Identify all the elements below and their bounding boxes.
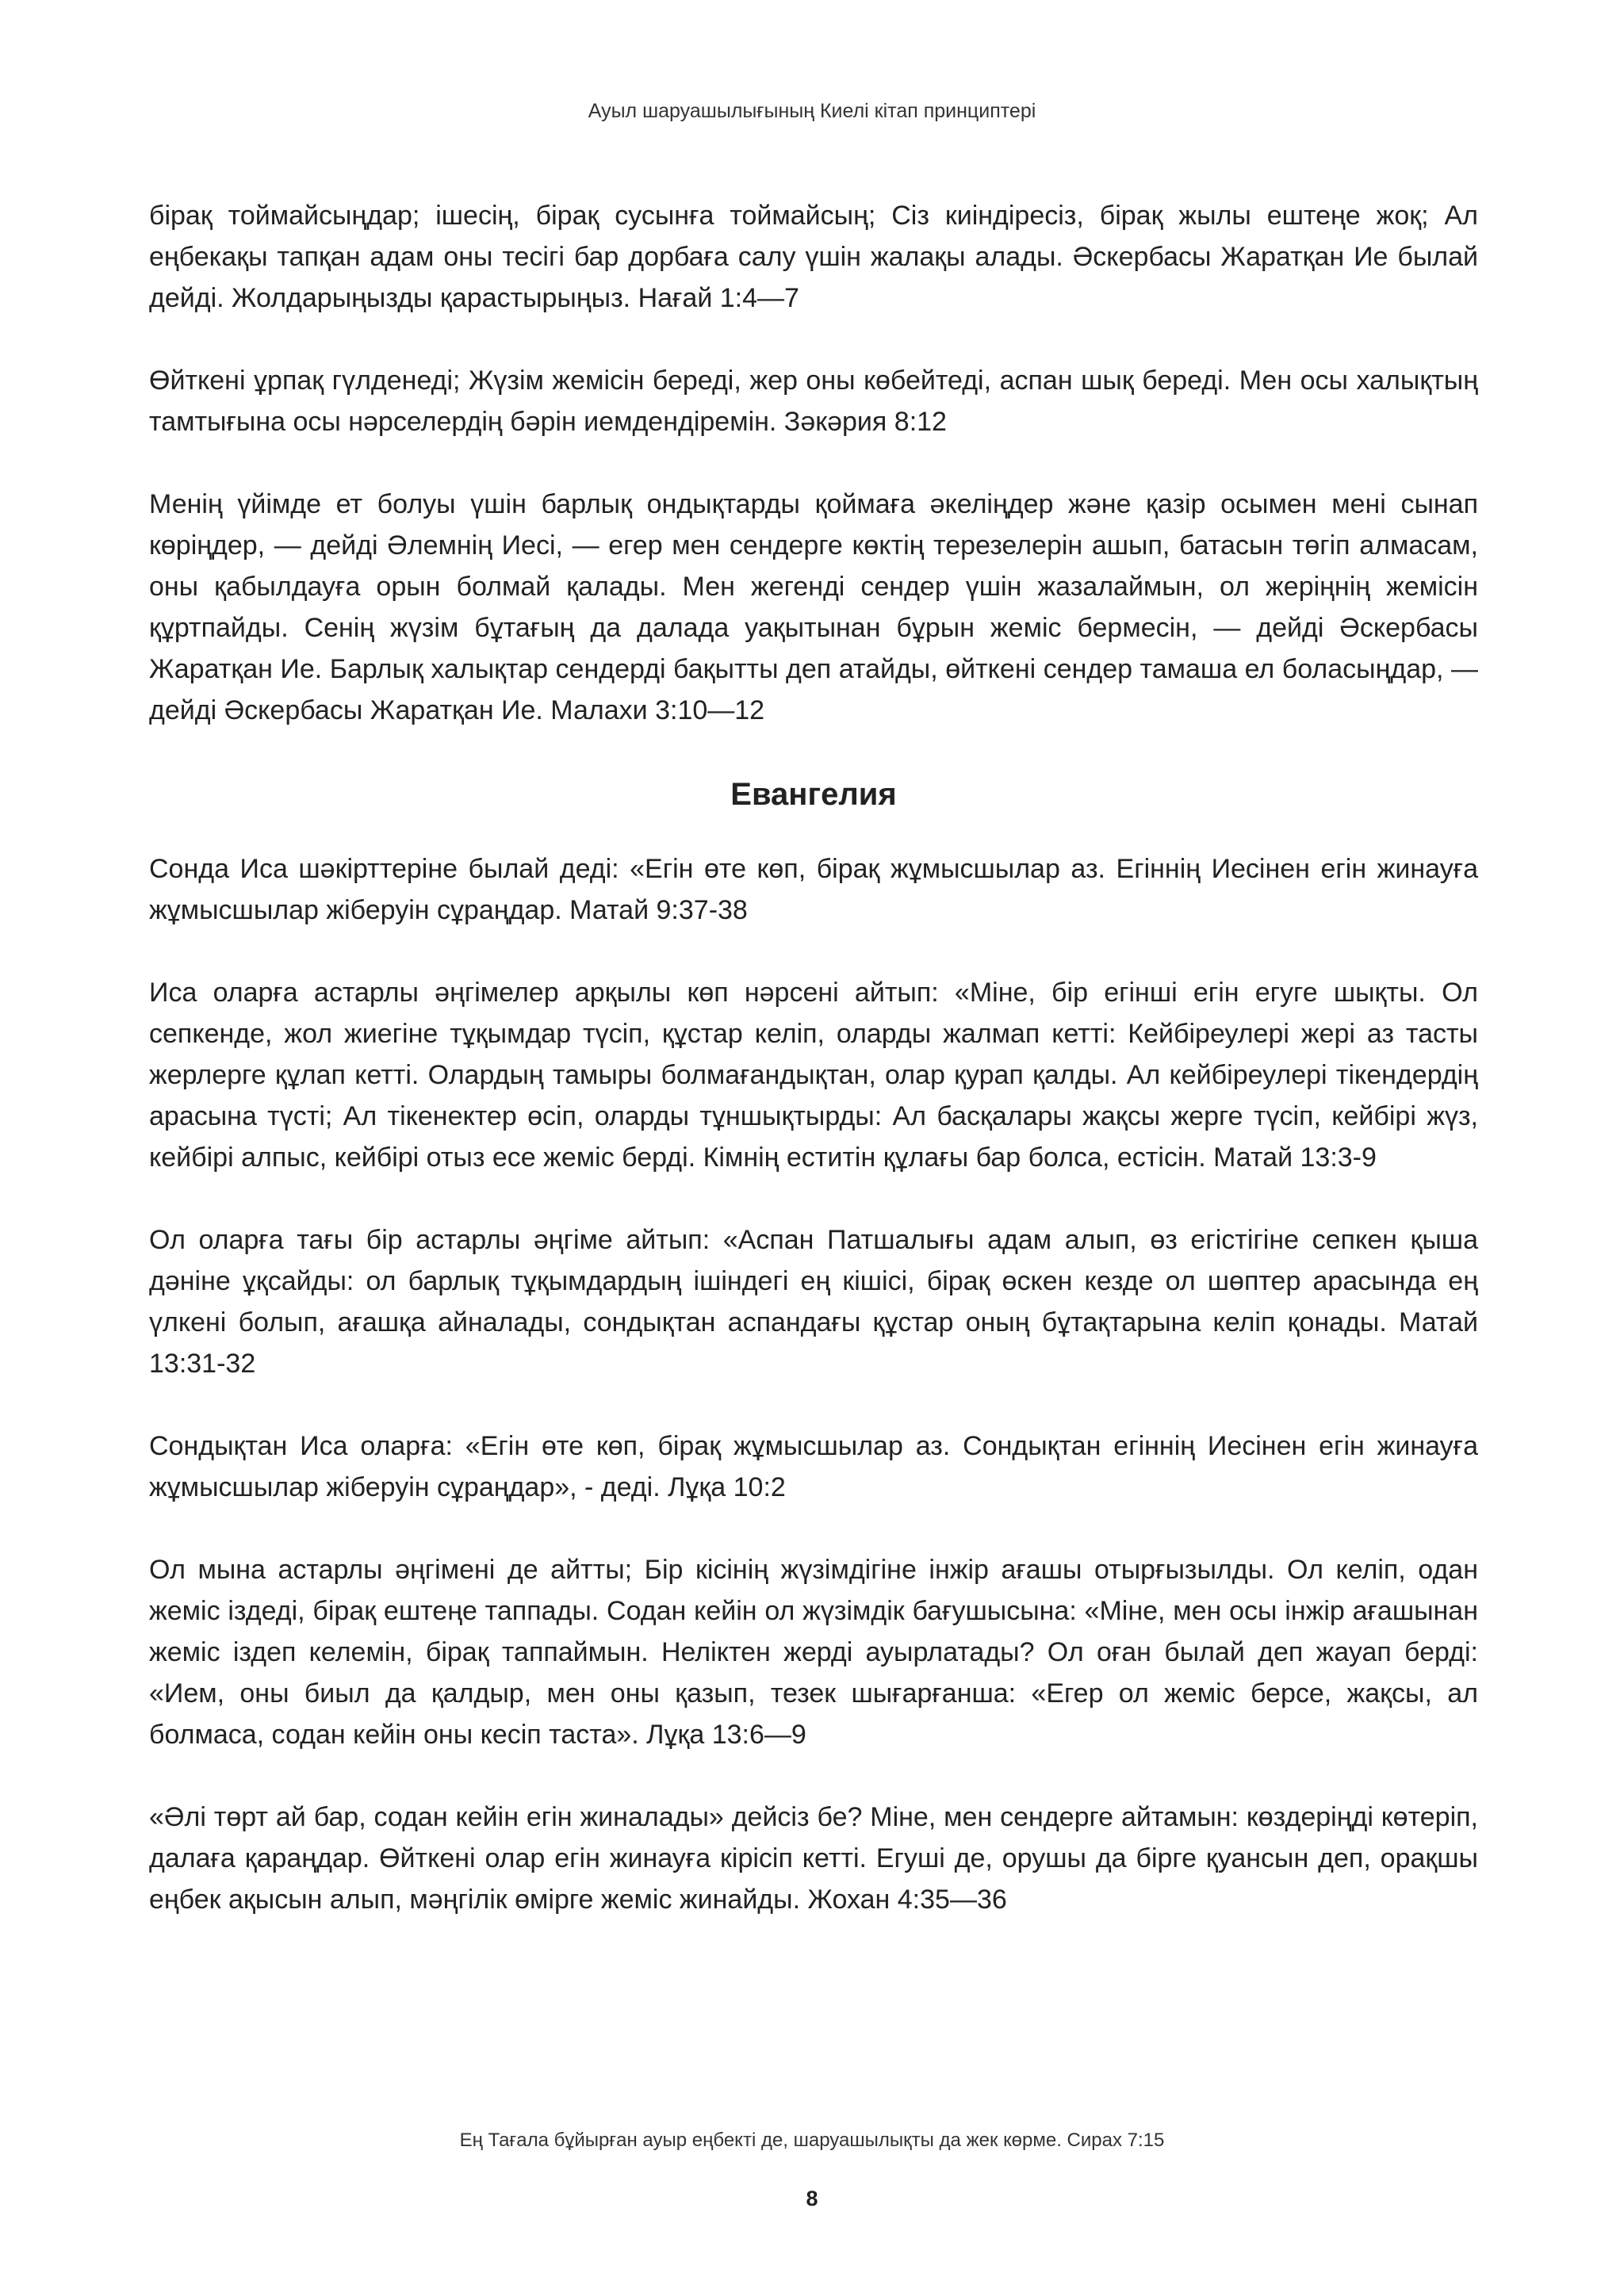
paragraph: Менің үйімде ет болуы үшін барлық ондықтарды қоймаға әкеліңдер және қазір осымен мені сынап көріңдер, — дейді Әлемнің Иесі, — егер мен сендерге көктің терезелерін ашып, батасын төгіп алмасам, оны қабылдауға орын болмай қалады. Мен жегенді сендер үшін жазалаймын, ол жеріңнің жемісін құртпайды. Сенің жүзім бұтағың да далада уақытынан бұрын жеміс бермесін, — дейді Әскербасы Жаратқан Ие. Барлық халықтар сендерді бақытты деп атайды, өйткені сендер тамаша ел боласыңдар, — дейді Әскербасы Жаратқан Ие. Малахи 3:10—12: [149, 489, 1478, 725]
section-heading: Евангелия: [730, 777, 897, 812]
running-header: Ауыл шаруашылығының Киелі кітап принциптері: [588, 100, 1036, 122]
paragraph: Сондықтан Иса оларға: «Егін өте көп, бірақ жұмысшылар аз. Сондықтан егіннің Иесінен егін жинауға жұмысшылар жіберуін сұраңдар», - деді. Лұқа 10:2: [149, 1431, 1478, 1502]
paragraph: Иса оларға астарлы әңгімелер арқылы көп нәрсені айтып: «Міне, бір егінші егін егуге шықты. Ол сепкенде, жол жиегіне тұқымдар түсіп, құстар келіп, оларды жалмап кетті: Кейбіреулері жері аз тасты жерлерге құлап кетті. Олардың тамыры болмағандықтан, олар қурап қалды. Ал кейбіреулері тікендердің арасына түсті; Ал тікенектер өсіп, оларды тұншықтырды: Ал басқалары жақсы жерге түсіп, кейбірі жүз, кейбірі алпыс, кейбірі отыз есе жеміс берді. Кімнің еститін құлағы бар болса, естісін. Матай 13:3-9: [149, 978, 1478, 1173]
page-number: 8: [806, 2187, 818, 2210]
paragraph: Ол мына астарлы әңгімені де айтты; Бір кісінің жүзімдігіне інжір ағашы отырғызылды. Ол келіп, одан жеміс іздеді, бірақ ештеңе таппады. Содан кейін ол жүзімдік бағушысына: «Міне, мен осы інжір ағашынан жеміс іздеп келемін, бірақ таппаймын. Неліктен жерді ауырлатады? Ол оған былай деп жауап берді: «Ием, оны биыл да қалдыр, мен оны қазып, тезек шығарғанша: «Егер ол жеміс берсе, жақсы, ал болмаса, содан кейін оны кесіп таста». Лұқа 13:6—9: [149, 1555, 1478, 1750]
page-content: [149, 195, 1478, 1961]
paragraph: «Әлі төрт ай бар, содан кейін егін жиналады» дейсіз бе? Міне, мен сендерге айтамын: көздеріңді көтеріп, далаға қараңдар. Өйткені олар егін жинауға кірісіп кетті. Егуші де, орушы да бірге қуансын деп, орақшы еңбек ақысын алып, мәңгілік өмірге жеміс жинайды. Жохан 4:35—36: [149, 1802, 1478, 1915]
paragraph: Өйткені ұрпақ гүлденеді; Жүзім жемісін береді, жер оны көбейтеді, аспан шық береді. Мен осы халықтың тамтығына осы нәрселердің бәрін иемдендіремін. Зәкәрия 8:12: [149, 365, 1478, 437]
paragraph: Ол оларға тағы бір астарлы әңгіме айтып: «Аспан Патшалығы адам алып, өз егістігіне сепкен қыша дәніне ұқсайды: ол барлық тұқымдардың ішіндегі ең кішісі, бірақ өскен кезде ол шөптер арасында ең үлкені болып, ағашқа айналады, сондықтан аспандағы құстар оның бұтақтарына келіп қонады. Матай 13:31-32: [149, 1225, 1478, 1379]
paragraph: Сонда Иса шәкірттеріне былай деді: «Егін өте көп, бірақ жұмысшылар аз. Егіннің Иесінен егін жинауға жұмысшылар жіберуін сұраңдар. Матай 9:37-38: [149, 854, 1478, 925]
paragraph: бірақ тоймайсыңдар; ішесің, бірақ сусынға тоймайсың; Сіз киіндіресіз, бірақ жылы ештеңе жоқ; Ал еңбекақы тапқан адам оны тесігі бар дорбаға салу үшін жалақы алады. Әскербасы Жаратқан Ие былай дейді. Жолдарыңызды қарастырыңыз. Нағай 1:4—7: [149, 201, 1478, 313]
running-footer: Ең Тағала бұйырған ауыр еңбекті де, шаруашылықты да жек көрме. Сирах 7:15: [459, 2130, 1165, 2151]
